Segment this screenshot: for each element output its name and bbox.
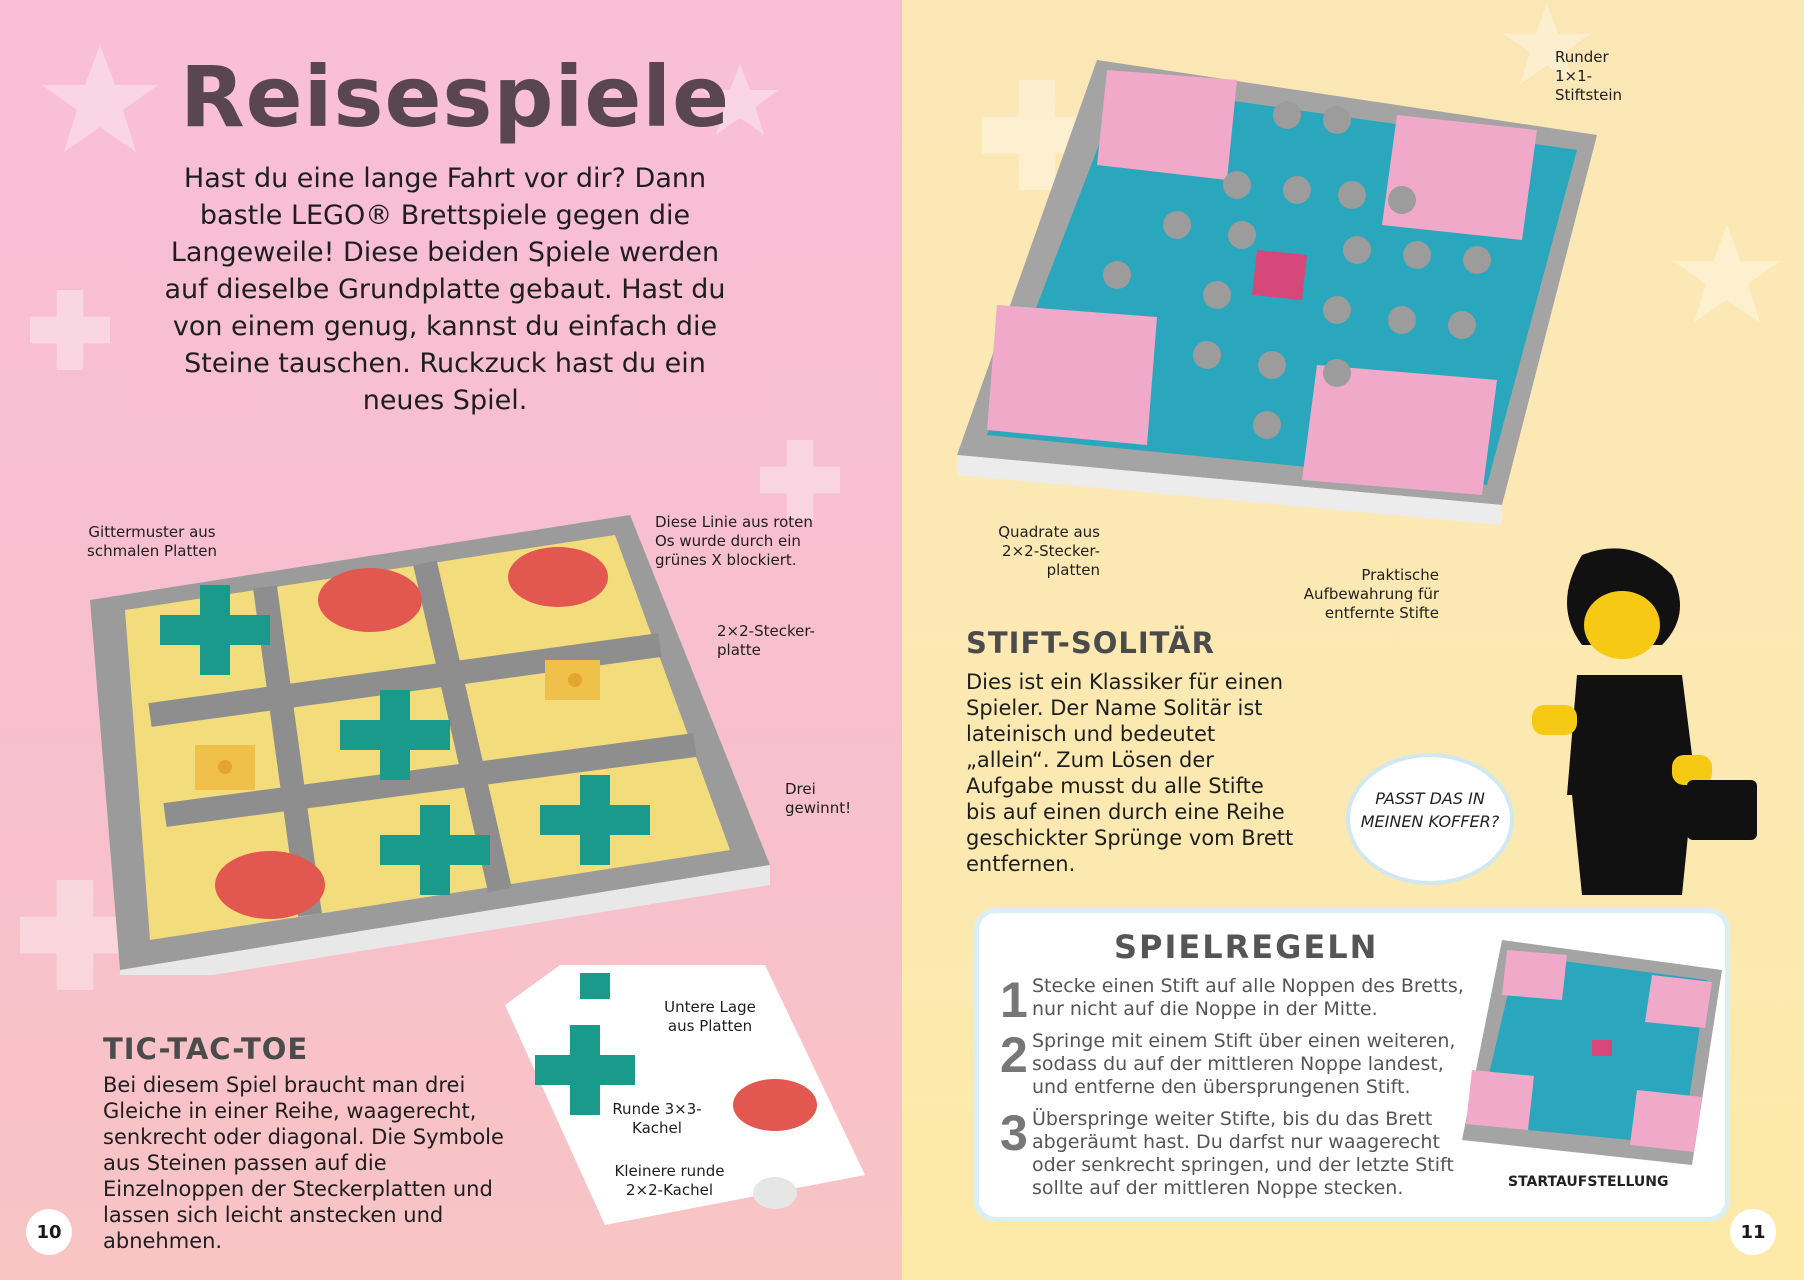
rules-box <box>974 908 1730 1222</box>
callout-round-3x3: Runde 3×3-Kachel <box>612 1100 702 1137</box>
page-title: Reisespiele <box>180 48 731 146</box>
callout-three-wins: Drei gewinnt! <box>785 780 852 817</box>
callout-plate-2x2: 2×2-Stecker-platte <box>717 622 815 659</box>
callout-squares: Quadrate aus 2×2-Stecker-platten <box>998 523 1100 579</box>
start-setup-image <box>1462 940 1722 1165</box>
start-setup-label: STARTAUFSTELLUNG <box>1508 1174 1669 1190</box>
rule-text: Stecke einen Stift auf alle Noppen des Bretts, nur nicht auf die Noppe in der Mitte. <box>1032 975 1464 1020</box>
star-decoration <box>1672 220 1782 330</box>
page-number-left: 10 <box>26 1209 72 1255</box>
right-page <box>902 0 1804 1280</box>
section-title-peg-solitaire: STIFT-SOLITÄR <box>966 626 1215 660</box>
callout-round-2x2: Kleinere runde 2×2-Kachel <box>614 1162 725 1199</box>
section-body-tic-tac-toe: Bei diesem Spiel braucht man drei Gleiche in einer Reihe, waagerecht, senkrecht oder diagonal. Die Symbole aus Steinen passen auf die Einzelnoppen der Steckerplatten und lassen sich leicht anstecken und abnehmen. <box>103 1073 504 1253</box>
intro-text: Hast du eine lange Fahrt vor dir? Dann bastle LEGO® Brettspiele gegen die Langeweile! Diese beiden Spiele werden auf dieselbe Grundplatte gebaut. Hast du von einem genug, kannst du einfach die Steine tauschen. Ruckzuck hast du ein neues Spiel. <box>164 163 726 416</box>
callout-storage: Praktische Aufbewahrung für entfernte Stifte <box>1303 566 1439 622</box>
plus-decoration <box>30 290 110 370</box>
tic-tac-toe-board-image <box>70 505 780 975</box>
callout-round-stud: Runder 1×1-Stiftstein <box>1555 48 1623 104</box>
peg-solitaire-board-image <box>957 55 1617 530</box>
rule-number: 3 <box>1000 1105 1028 1161</box>
section-body-peg-solitaire: Dies ist ein Klassiker für einen Spieler. Der Name Solitär ist lateinisch und bedeutet „allein“. Zum Lösen der Aufgabe musst du alle Stifte bis auf einen durch eine Reihe geschickter Sprünge vom Brett entfernen. <box>966 670 1294 876</box>
rule-number: 2 <box>1000 1027 1028 1083</box>
rule-text: Überspringe weiter Stifte, bis du das Brett abgeräumt hast. Du darfst nur waagerecht oder senkrecht springen, und der letzte Stift sollte auf der mittleren Noppe stecken. <box>1032 1108 1454 1199</box>
minifigure-image <box>1522 545 1772 905</box>
star-decoration <box>40 40 160 160</box>
rule-number: 1 <box>1000 972 1028 1028</box>
speech-bubble-text: PASST DAS IN MEINEN KOFFER? <box>1360 789 1500 831</box>
rule-text: Springe mit einem Stift über einen weiteren, sodass du auf der mittleren Noppe landest, und entferne den übersprungenen Stift. <box>1032 1030 1456 1098</box>
rules-title: SPIELREGELN <box>1114 928 1379 966</box>
callout-grid: Gittermuster aus schmalen Platten <box>87 523 217 560</box>
callout-red-line: Diese Linie aus roten Os wurde durch ein grünes X blockiert. <box>655 513 813 569</box>
speech-bubble <box>1350 757 1510 881</box>
page-number-right: 11 <box>1730 1209 1776 1255</box>
callout-lower-layer: Untere Lage aus Platten <box>664 998 756 1035</box>
section-title-tic-tac-toe: TIC-TAC-TOE <box>103 1032 309 1066</box>
